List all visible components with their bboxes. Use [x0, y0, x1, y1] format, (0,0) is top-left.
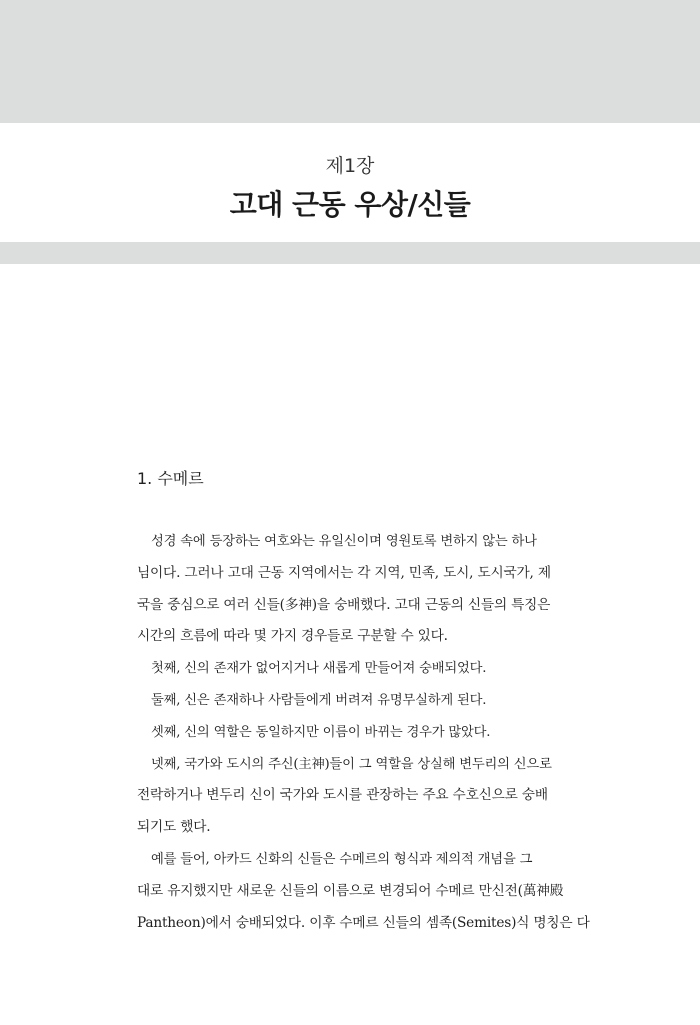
body-line: 넷째, 국가와 도시의 주신(主神)들이 그 역할을 상실해 변두리의 신으로 [151, 756, 552, 772]
chapter-header [0, 123, 700, 242]
chapter-number: 제1장 [325, 155, 375, 177]
body-line: 님이다. 그러나 고대 근동 지역에서는 각 지역, 민족, 도시, 도시국가, 제 [137, 564, 551, 581]
body-line: 첫째, 신의 존재가 없어지거나 새롭게 만들어져 숭배되었다. [151, 661, 487, 677]
body-line: 되기도 했다. [137, 819, 211, 836]
body-line: 성경 속에 등장하는 여호와는 유일신이며 영원토록 변하지 않는 하나 [151, 534, 537, 549]
body-line: 전락하거나 변두리 신이 국가와 도시를 관장하는 주요 수호신으로 숭배 [137, 787, 548, 804]
body-line: 시간의 흐름에 따라 몇 가지 경우들로 구분할 수 있다. [137, 628, 448, 645]
body-line: 둘째, 신은 존재하나 사람들에게 버려져 유명무실하게 된다. [151, 692, 487, 708]
body-text [137, 526, 610, 939]
header-band [0, 0, 700, 123]
body-line: 대로 유지했지만 새로운 신들의 이름으로 변경되어 수메르 만신전(萬神殿 [137, 882, 564, 899]
body-line: Pantheon)에서 숭배되었다. 이후 수메르 신들의 셈족(Semites)식 명칭은 다 [137, 914, 590, 931]
chapter-title: 고대 근동 우상/신들 [229, 188, 471, 221]
body-line: 국을 중심으로 여러 신들(多神)을 숭배했다. 고대 근동의 신들의 특징은 [137, 596, 551, 613]
body-line: 예를 들어, 아카드 신화의 신들은 수메르의 형식과 제의적 개념을 그 [151, 851, 533, 867]
section-heading: 1. 수메르 [137, 469, 204, 488]
body-line: 셋째, 신의 역할은 동일하지만 이름이 바뀌는 경우가 많았다. [151, 724, 491, 740]
header-bottom-band [0, 242, 700, 264]
